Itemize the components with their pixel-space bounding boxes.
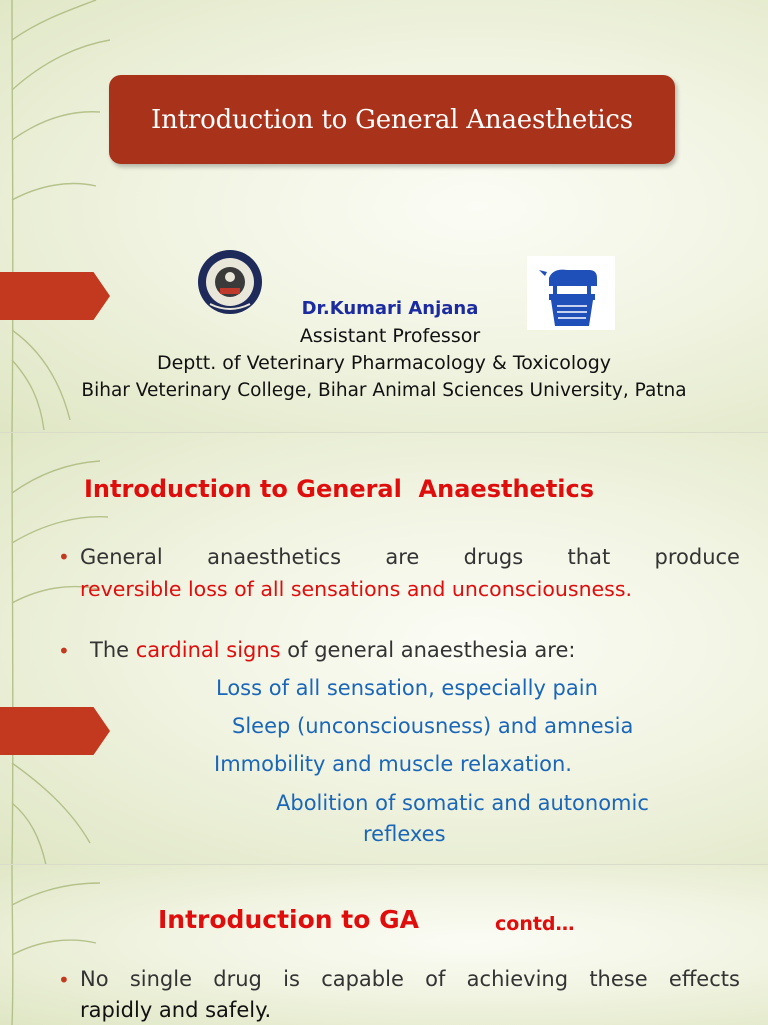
bullet-2-prefix: The — [90, 638, 136, 662]
bullet-2-suffix: of general anaesthesia are: — [280, 638, 576, 662]
author-college: Bihar Veterinary College, Bihar Animal Sciences University, Patna — [81, 380, 687, 401]
slide-1 — [0, 0, 768, 432]
word: produce — [654, 545, 740, 569]
section-heading: Introduction to General Anaesthetics — [84, 475, 595, 503]
word: of — [425, 967, 446, 991]
author-title: Assistant Professor — [299, 325, 481, 347]
section-heading: Introduction to GA — [158, 905, 419, 934]
word: are — [385, 545, 420, 569]
word: achieving — [466, 967, 569, 991]
author-department: Deptt. of Veterinary Pharmacology & Toxicology — [156, 352, 612, 374]
word: is — [283, 967, 300, 991]
bullet-icon: • — [58, 968, 70, 992]
word: General — [80, 545, 163, 569]
word: drugs — [463, 545, 524, 569]
slide-title: Introduction to General Anaesthetics — [151, 104, 633, 135]
slide-3 — [0, 864, 768, 1025]
bullet-1-line-1 — [80, 545, 740, 569]
sign-item: Sleep (unconsciousness) and amnesia — [232, 714, 634, 738]
word: these — [589, 967, 648, 991]
word: anaesthetics — [207, 545, 342, 569]
word: that — [567, 545, 611, 569]
author-name: Dr.Kumari Anjana — [301, 298, 479, 319]
bullet-2-highlight: cardinal signs — [135, 638, 281, 662]
word: No — [80, 967, 109, 991]
red-arrow-shape — [0, 707, 110, 755]
sign-item: Abolition of somatic and autonomic — [276, 791, 649, 815]
slide-2 — [0, 432, 768, 865]
word: capable — [321, 967, 404, 991]
sign-item: reflexes — [363, 822, 446, 846]
word: effects — [668, 967, 740, 991]
word: single — [129, 967, 192, 991]
bullet-1-highlight: reversible loss of all sensations and unconsciousness. — [80, 577, 633, 601]
bullet-1-line-1 — [80, 967, 740, 991]
continued-label: contd… — [495, 913, 575, 935]
bullet-icon: • — [58, 639, 70, 663]
sign-item: Loss of all sensation, especially pain — [216, 676, 598, 700]
word: drug — [213, 967, 262, 991]
bullet-icon: • — [58, 545, 70, 569]
bullet-2 — [90, 638, 575, 662]
title-box — [109, 75, 675, 164]
bullet-1-line-2: rapidly and safely. — [80, 998, 272, 1022]
sign-item: Immobility and muscle relaxation. — [214, 752, 572, 776]
